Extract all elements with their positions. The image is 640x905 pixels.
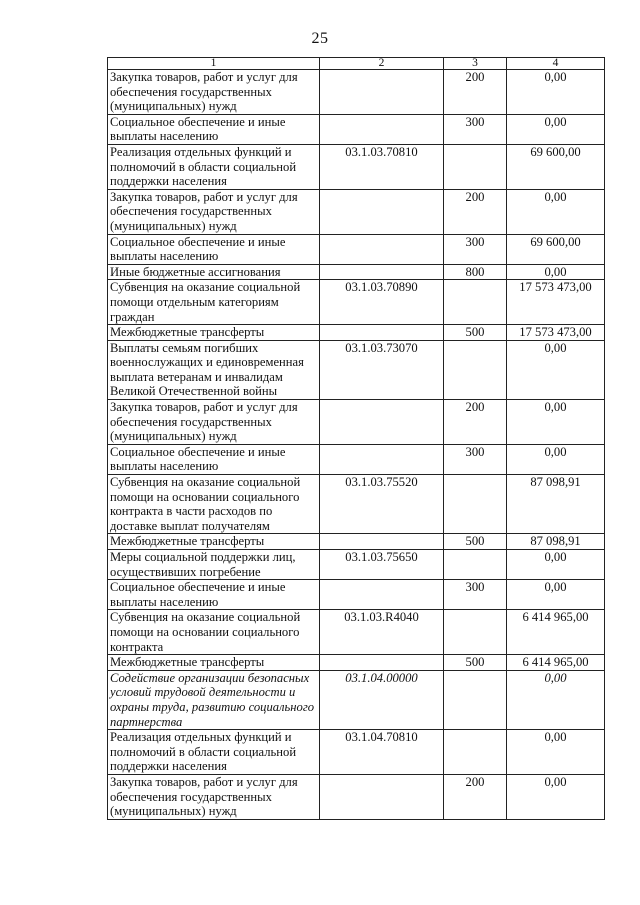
cell-name: Межбюджетные трансферты (108, 655, 320, 671)
cell-amount: 87 098,91 (507, 475, 605, 534)
cell-name: Субвенция на оказание социальной помощи отдельным категориям граждан (108, 280, 320, 325)
cell-name: Социальное обеспечение и иные выплаты населению (108, 580, 320, 610)
cell-amount: 6 414 965,00 (507, 655, 605, 671)
cell-expense-type: 500 (444, 655, 507, 671)
table-row (108, 774, 605, 819)
table-row (108, 670, 605, 729)
cell-code (320, 444, 444, 474)
cell-amount: 0,00 (507, 670, 605, 729)
column-header-2: 2 (320, 58, 444, 70)
cell-name: Реализация отдельных функций и полномочий в области социальной поддержки населения (108, 144, 320, 189)
cell-expense-type (444, 280, 507, 325)
cell-expense-type: 800 (444, 264, 507, 280)
cell-code (320, 774, 444, 819)
table-row (108, 610, 605, 655)
table-row (108, 730, 605, 775)
cell-amount: 0,00 (507, 400, 605, 445)
cell-code: 03.1.04.70810 (320, 730, 444, 775)
table-row (108, 114, 605, 144)
cell-name: Межбюджетные трансферты (108, 325, 320, 341)
cell-name: Выплаты семьям погибших военнослужащих и единовременная выплата ветеранам и инвалидам Великой Отечественной войны (108, 340, 320, 399)
cell-code (320, 70, 444, 115)
column-header-4: 4 (507, 58, 605, 70)
cell-name: Закупка товаров, работ и услуг для обеспечения государственных (муниципальных) нужд (108, 400, 320, 445)
cell-code (320, 534, 444, 550)
cell-code: 03.1.03.70890 (320, 280, 444, 325)
cell-expense-type (444, 475, 507, 534)
table-row (108, 234, 605, 264)
cell-code (320, 580, 444, 610)
table-row (108, 264, 605, 280)
cell-name: Социальное обеспечение и иные выплаты населению (108, 444, 320, 474)
cell-amount: 17 573 473,00 (507, 325, 605, 341)
cell-expense-type: 300 (444, 444, 507, 474)
budget-table (107, 57, 605, 820)
table-row (108, 655, 605, 671)
cell-expense-type: 200 (444, 400, 507, 445)
cell-name: Закупка товаров, работ и услуг для обеспечения государственных (муниципальных) нужд (108, 774, 320, 819)
cell-expense-type (444, 550, 507, 580)
cell-expense-type (444, 144, 507, 189)
cell-expense-type: 200 (444, 70, 507, 115)
table-row (108, 325, 605, 341)
cell-code: 03.1.04.00000 (320, 670, 444, 729)
table-row (108, 70, 605, 115)
cell-name: Содействие организации безопасных условий трудовой деятельности и охраны труда, развитию социального партнерства (108, 670, 320, 729)
cell-name: Субвенция на оказание социальной помощи на основании социального контракта (108, 610, 320, 655)
table-row (108, 400, 605, 445)
cell-code: 03.1.03.73070 (320, 340, 444, 399)
cell-expense-type: 200 (444, 774, 507, 819)
cell-code: 03.1.03.75650 (320, 550, 444, 580)
table-row (108, 189, 605, 234)
page-number: 25 (311, 30, 329, 47)
cell-code (320, 400, 444, 445)
cell-code (320, 114, 444, 144)
cell-code (320, 655, 444, 671)
cell-amount: 0,00 (507, 189, 605, 234)
cell-expense-type: 200 (444, 189, 507, 234)
cell-amount: 0,00 (507, 444, 605, 474)
table-row (108, 580, 605, 610)
cell-expense-type (444, 730, 507, 775)
cell-amount: 0,00 (507, 340, 605, 399)
cell-expense-type (444, 610, 507, 655)
cell-code (320, 189, 444, 234)
cell-code: 03.1.03.70810 (320, 144, 444, 189)
table-row (108, 475, 605, 534)
cell-expense-type: 300 (444, 580, 507, 610)
cell-amount: 87 098,91 (507, 534, 605, 550)
cell-name: Иные бюджетные ассигнования (108, 264, 320, 280)
cell-amount: 17 573 473,00 (507, 280, 605, 325)
cell-name: Меры социальной поддержки лиц, осуществивших погребение (108, 550, 320, 580)
cell-amount: 0,00 (507, 774, 605, 819)
cell-amount: 0,00 (507, 114, 605, 144)
column-header-3: 3 (444, 58, 507, 70)
table-row (108, 144, 605, 189)
cell-name: Субвенция на оказание социальной помощи на основании социального контракта в части расходов по доставке выплат получателям (108, 475, 320, 534)
cell-amount: 0,00 (507, 580, 605, 610)
cell-expense-type: 300 (444, 114, 507, 144)
cell-code (320, 264, 444, 280)
table-row (108, 550, 605, 580)
table-row (108, 280, 605, 325)
cell-code: 03.1.03.75520 (320, 475, 444, 534)
cell-amount: 69 600,00 (507, 234, 605, 264)
table-row (108, 340, 605, 399)
cell-name: Закупка товаров, работ и услуг для обеспечения государственных (муниципальных) нужд (108, 70, 320, 115)
cell-amount: 69 600,00 (507, 144, 605, 189)
cell-amount: 0,00 (507, 550, 605, 580)
table-body (108, 70, 605, 820)
cell-amount: 0,00 (507, 730, 605, 775)
cell-amount: 6 414 965,00 (507, 610, 605, 655)
cell-name: Межбюджетные трансферты (108, 534, 320, 550)
cell-name: Реализация отдельных функций и полномочий в области социальной поддержки населения (108, 730, 320, 775)
cell-expense-type: 500 (444, 534, 507, 550)
cell-code (320, 325, 444, 341)
cell-amount: 0,00 (507, 264, 605, 280)
cell-amount: 0,00 (507, 70, 605, 115)
cell-expense-type: 300 (444, 234, 507, 264)
cell-name: Социальное обеспечение и иные выплаты населению (108, 114, 320, 144)
cell-expense-type: 500 (444, 325, 507, 341)
column-header-1: 1 (108, 58, 320, 70)
table-header-row (108, 58, 605, 70)
cell-code: 03.1.03.R4040 (320, 610, 444, 655)
cell-expense-type (444, 340, 507, 399)
cell-expense-type (444, 670, 507, 729)
table-row (108, 444, 605, 474)
table-row (108, 534, 605, 550)
cell-code (320, 234, 444, 264)
cell-name: Социальное обеспечение и иные выплаты населению (108, 234, 320, 264)
cell-name: Закупка товаров, работ и услуг для обеспечения государственных (муниципальных) нужд (108, 189, 320, 234)
